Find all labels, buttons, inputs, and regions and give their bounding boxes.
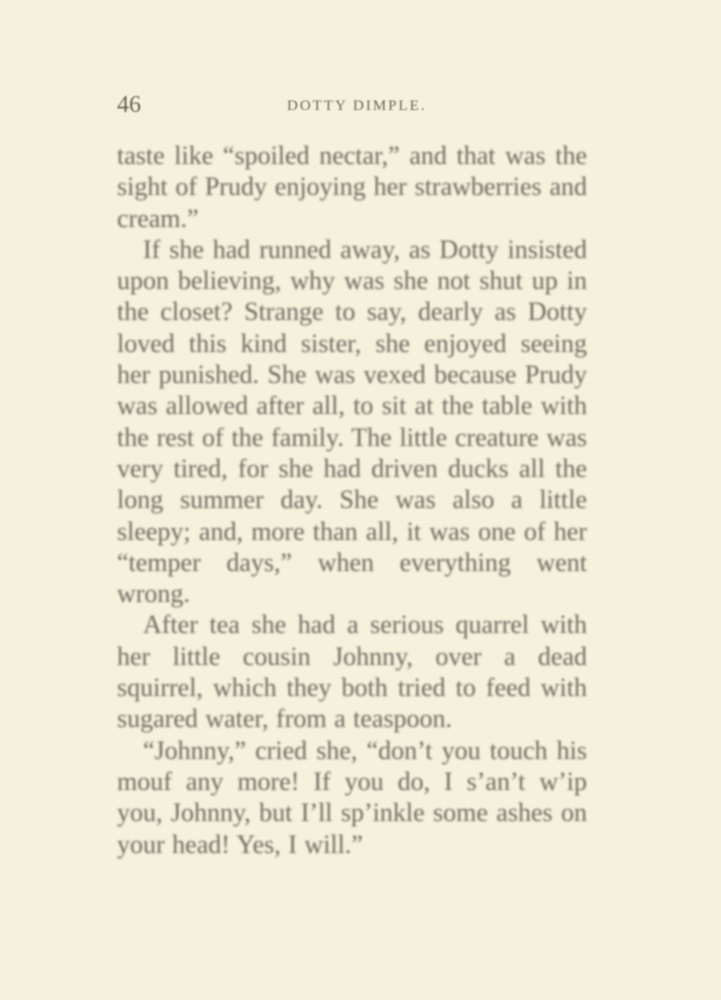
paragraph-continuation: taste like “spoiled nectar,” and that was the sight of Prudy enjoying her strawberries and cream.” (117, 141, 587, 233)
paragraph-quarrel: After tea she had a serious quarrel with her little cousin Johnny, over a dead squirrel, which they both tried to feed with sugared water, from a teaspoon. (117, 610, 587, 734)
page-number: 46 (117, 92, 141, 118)
running-head (117, 92, 587, 122)
running-title: DOTTY DIMPLE. (287, 98, 427, 114)
paragraph-runaway: If she had runned away, as Dotty insisted upon believing, why was she not shut up in the closet? Strange to say, dearly as Dotty loved this kind sister, she enjoyed seeing her punished. She was vexed because Prudy was allowed after all, to sit at the table with the rest of the family. The little creature was very tired, for she had driven ducks all the long summer day. She was also a little sleepy; and, more than all, it was one of her “temper days,” when everything went wrong. (117, 234, 587, 609)
paragraph-dialogue: “Johnny,” cried she, “don’t you touch his mouf any more! If you do, I s’an’t w’ip you, Johnny, but I’ll sp’inkle some ashes on your head! Yes, I will.” (117, 735, 587, 859)
body-text (117, 140, 587, 860)
